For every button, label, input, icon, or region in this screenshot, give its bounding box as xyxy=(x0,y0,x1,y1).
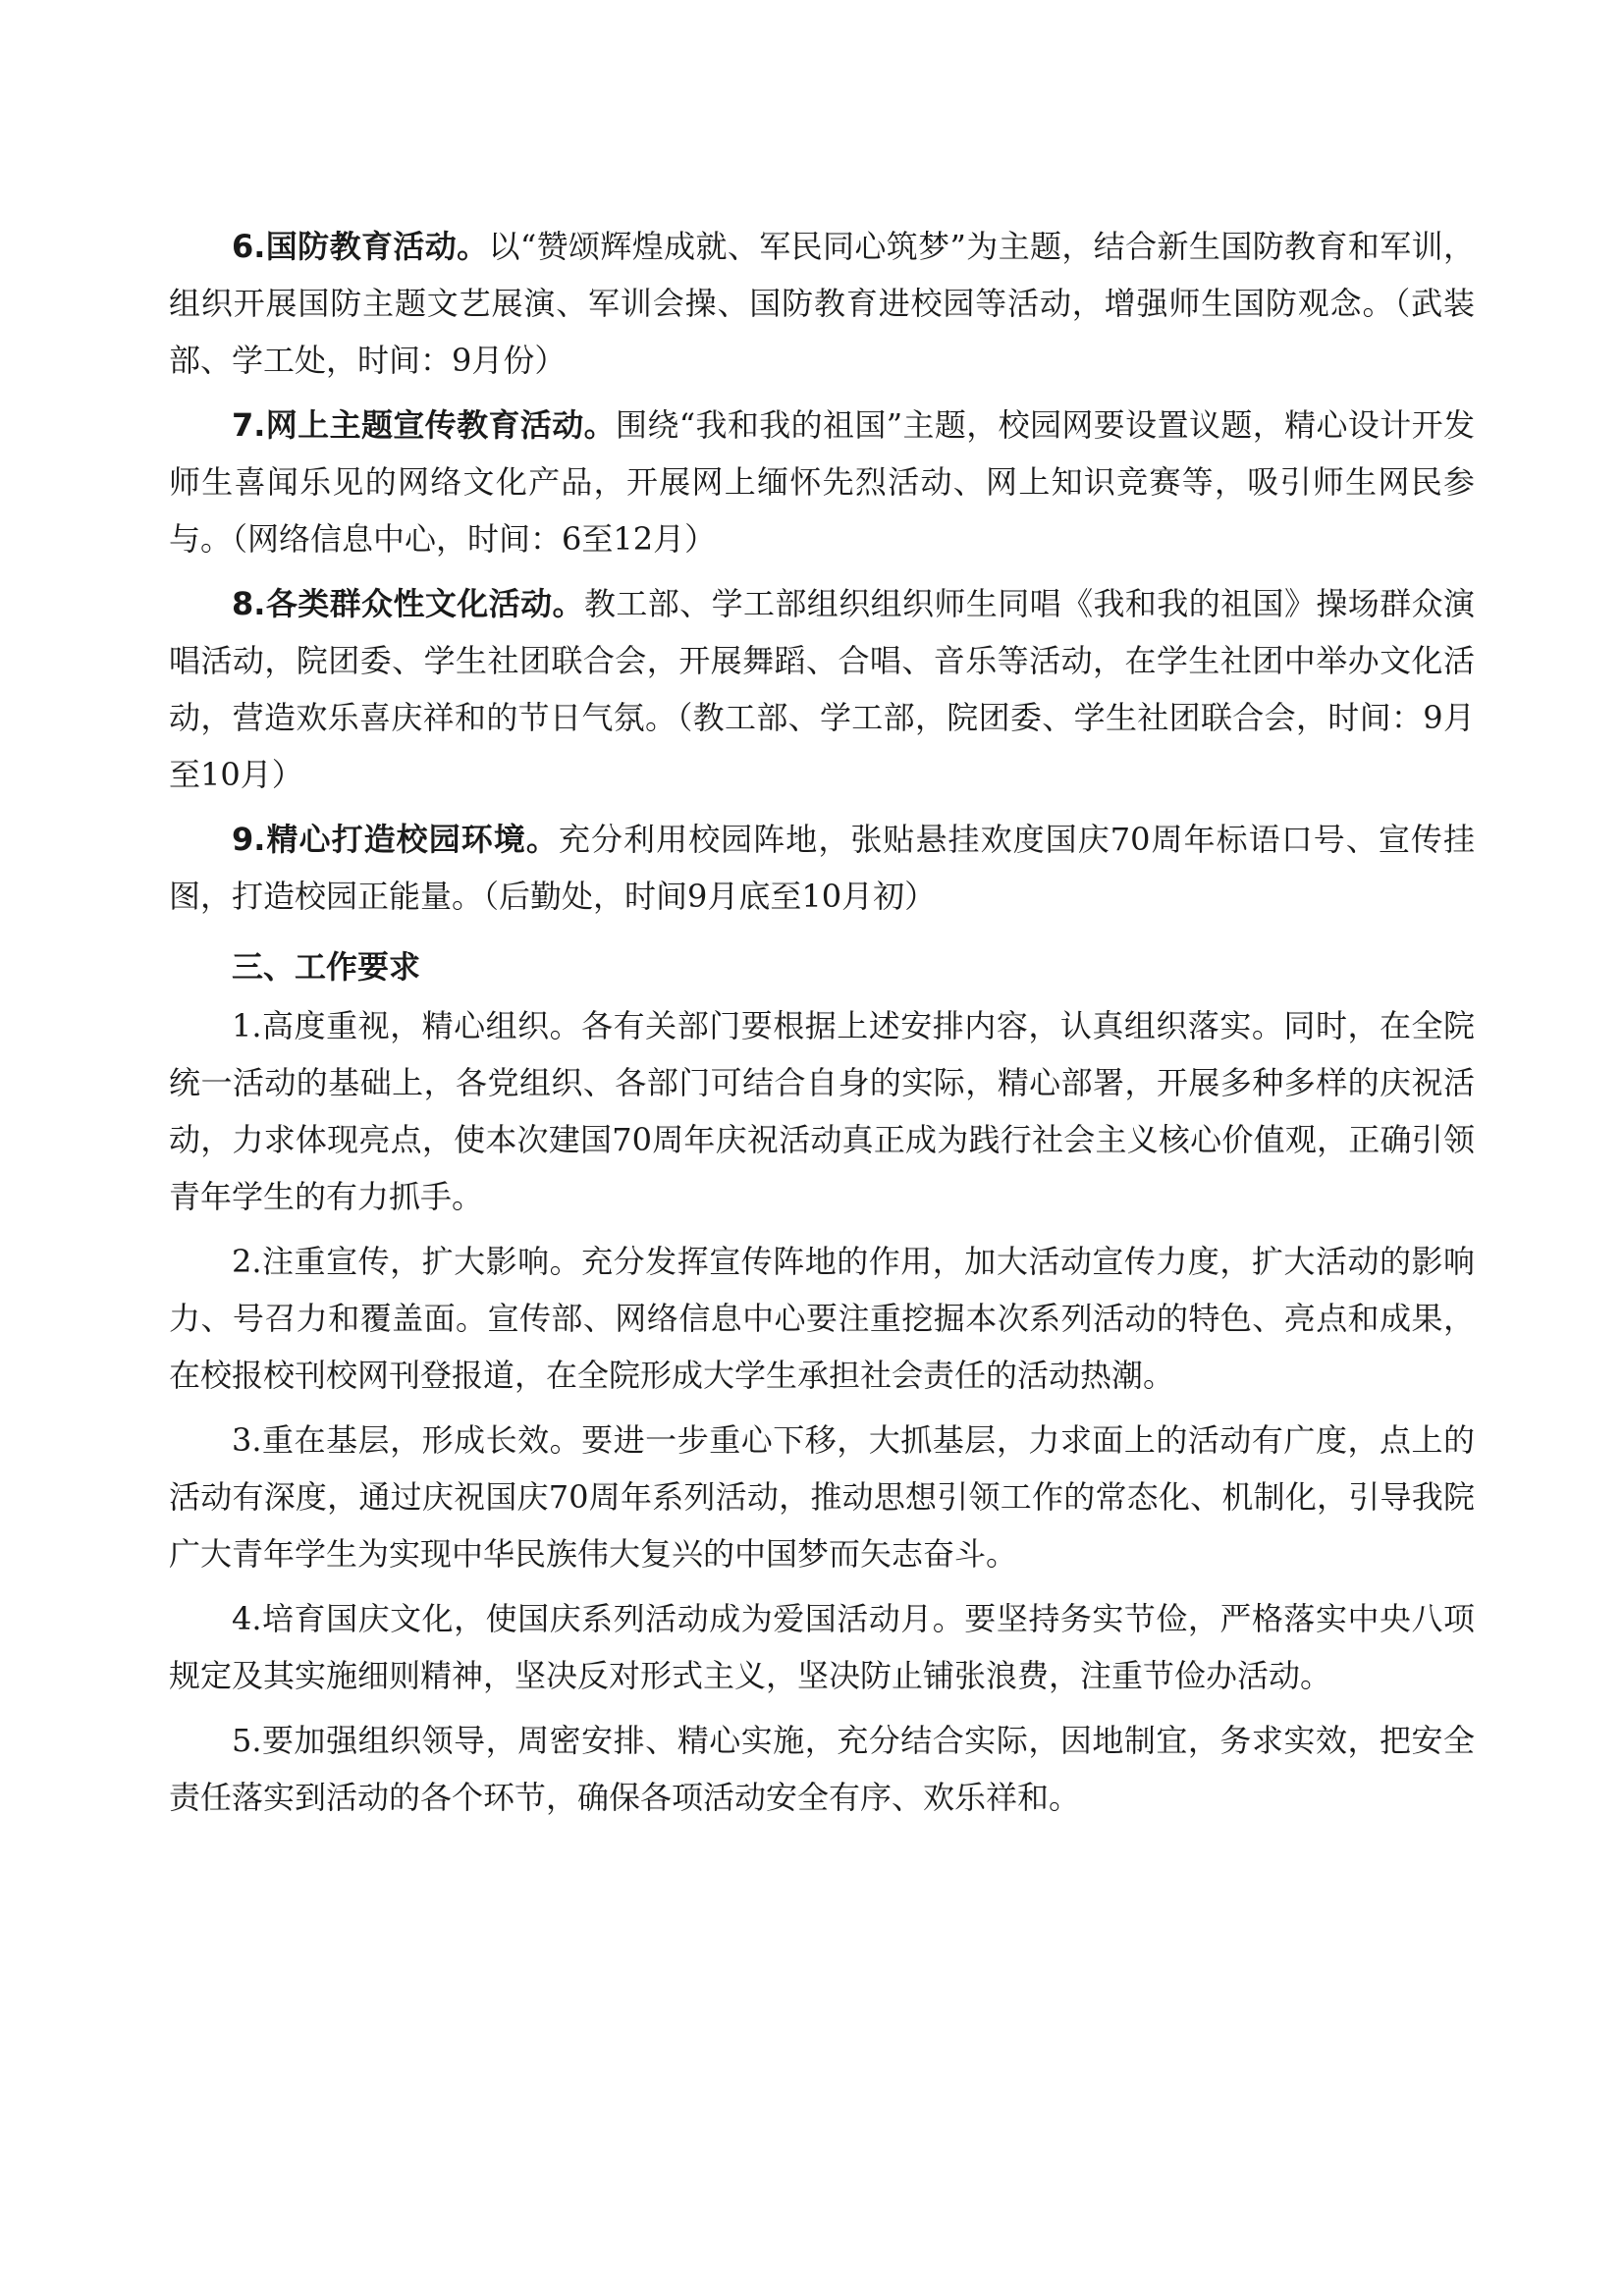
requirement-item-5: 5.要加强组织领导，周密安排、精心实施，充分结合实际，因地制宜，务求实效，把安全责任落实到活动的各个环节，确保各项活动安全有序、欢乐祥和。 xyxy=(169,1722,1475,1816)
activity-body: 充分利用校园阵地，张贴悬挂欢度国庆70周年标语口号、宣传挂图，打造校园正能量。（后勤处，时间9月底至10月初） xyxy=(169,821,1475,915)
activity-body: 以“赞颂辉煌成就、军民同心筑梦”为主题，结合新生国防教育和军训，组织开展国防主题文艺展演、军训会操、国防教育进校园等活动，增强师生国防观念。（武装部、学工处，时间：9月份） xyxy=(169,228,1475,379)
activity-body: 围绕“我和我的祖国”主题，校园网要设置议题，精心设计开发师生喜闻乐见的网络文化产品，开展网上缅怀先烈活动、网上知识竞赛等，吸引师生网民参与。（网络信息中心，时间：6至12月） xyxy=(169,406,1475,558)
activity-item-7 xyxy=(169,397,1475,567)
activity-item-9 xyxy=(169,811,1475,925)
activity-lead: 6.国防教育活动。 xyxy=(232,228,489,265)
requirement-item-3: 3.重在基层，形成长效。要进一步重心下移，大抓基层，力求面上的活动有广度，点上的活动有深度，通过庆祝国庆70周年系列活动，推动思想引领工作的常态化、机制化，引导我院广大青年学生为实现中华民族伟大复兴的中国梦而矢志奋斗。 xyxy=(169,1421,1475,1573)
activity-body: 教工部、学工部组织组织师生同唱《我和我的祖国》操场群众演唱活动，院团委、学生社团联合会，开展舞蹈、合唱、音乐等活动，在学生社团中举办文化活动，营造欢乐喜庆祥和的节日气氛。（教工部、学工部，院团委、学生社团联合会，时间：9月至10月） xyxy=(169,585,1475,793)
section-heading: 三、工作要求 xyxy=(232,948,421,986)
requirement-item-1: 1.高度重视，精心组织。各有关部门要根据上述安排内容，认真组织落实。同时，在全院统一活动的基础上，各党组织、各部门可结合自身的实际，精心部署，开展多种多样的庆祝活动，力求体现亮点，使本次建国70周年庆祝活动真正成为践行社会主义核心价值观，正确引领青年学生的有力抓手。 xyxy=(169,1007,1475,1215)
activity-item-8 xyxy=(169,575,1475,803)
activity-item-6 xyxy=(169,218,1475,389)
document-body xyxy=(169,218,1475,1826)
activity-lead: 9.精心打造校园环境。 xyxy=(232,821,559,858)
activity-lead: 8.各类群众性文化活动。 xyxy=(232,585,584,622)
activity-lead: 7.网上主题宣传教育活动。 xyxy=(232,406,616,444)
requirement-item-2: 2.注重宣传，扩大影响。充分发挥宣传阵地的作用，加大活动宣传力度，扩大活动的影响力、号召力和覆盖面。宣传部、网络信息中心要注重挖掘本次系列活动的特色、亮点和成果，在校报校刊校网刊登报道，在全院形成大学生承担社会责任的活动热潮。 xyxy=(169,1243,1475,1394)
requirement-item-4: 4.培育国庆文化，使国庆系列活动成为爱国活动月。要坚持务实节俭，严格落实中央八项规定及其实施细则精神，坚决反对形式主义，坚决防止铺张浪费，注重节俭办活动。 xyxy=(169,1600,1475,1694)
